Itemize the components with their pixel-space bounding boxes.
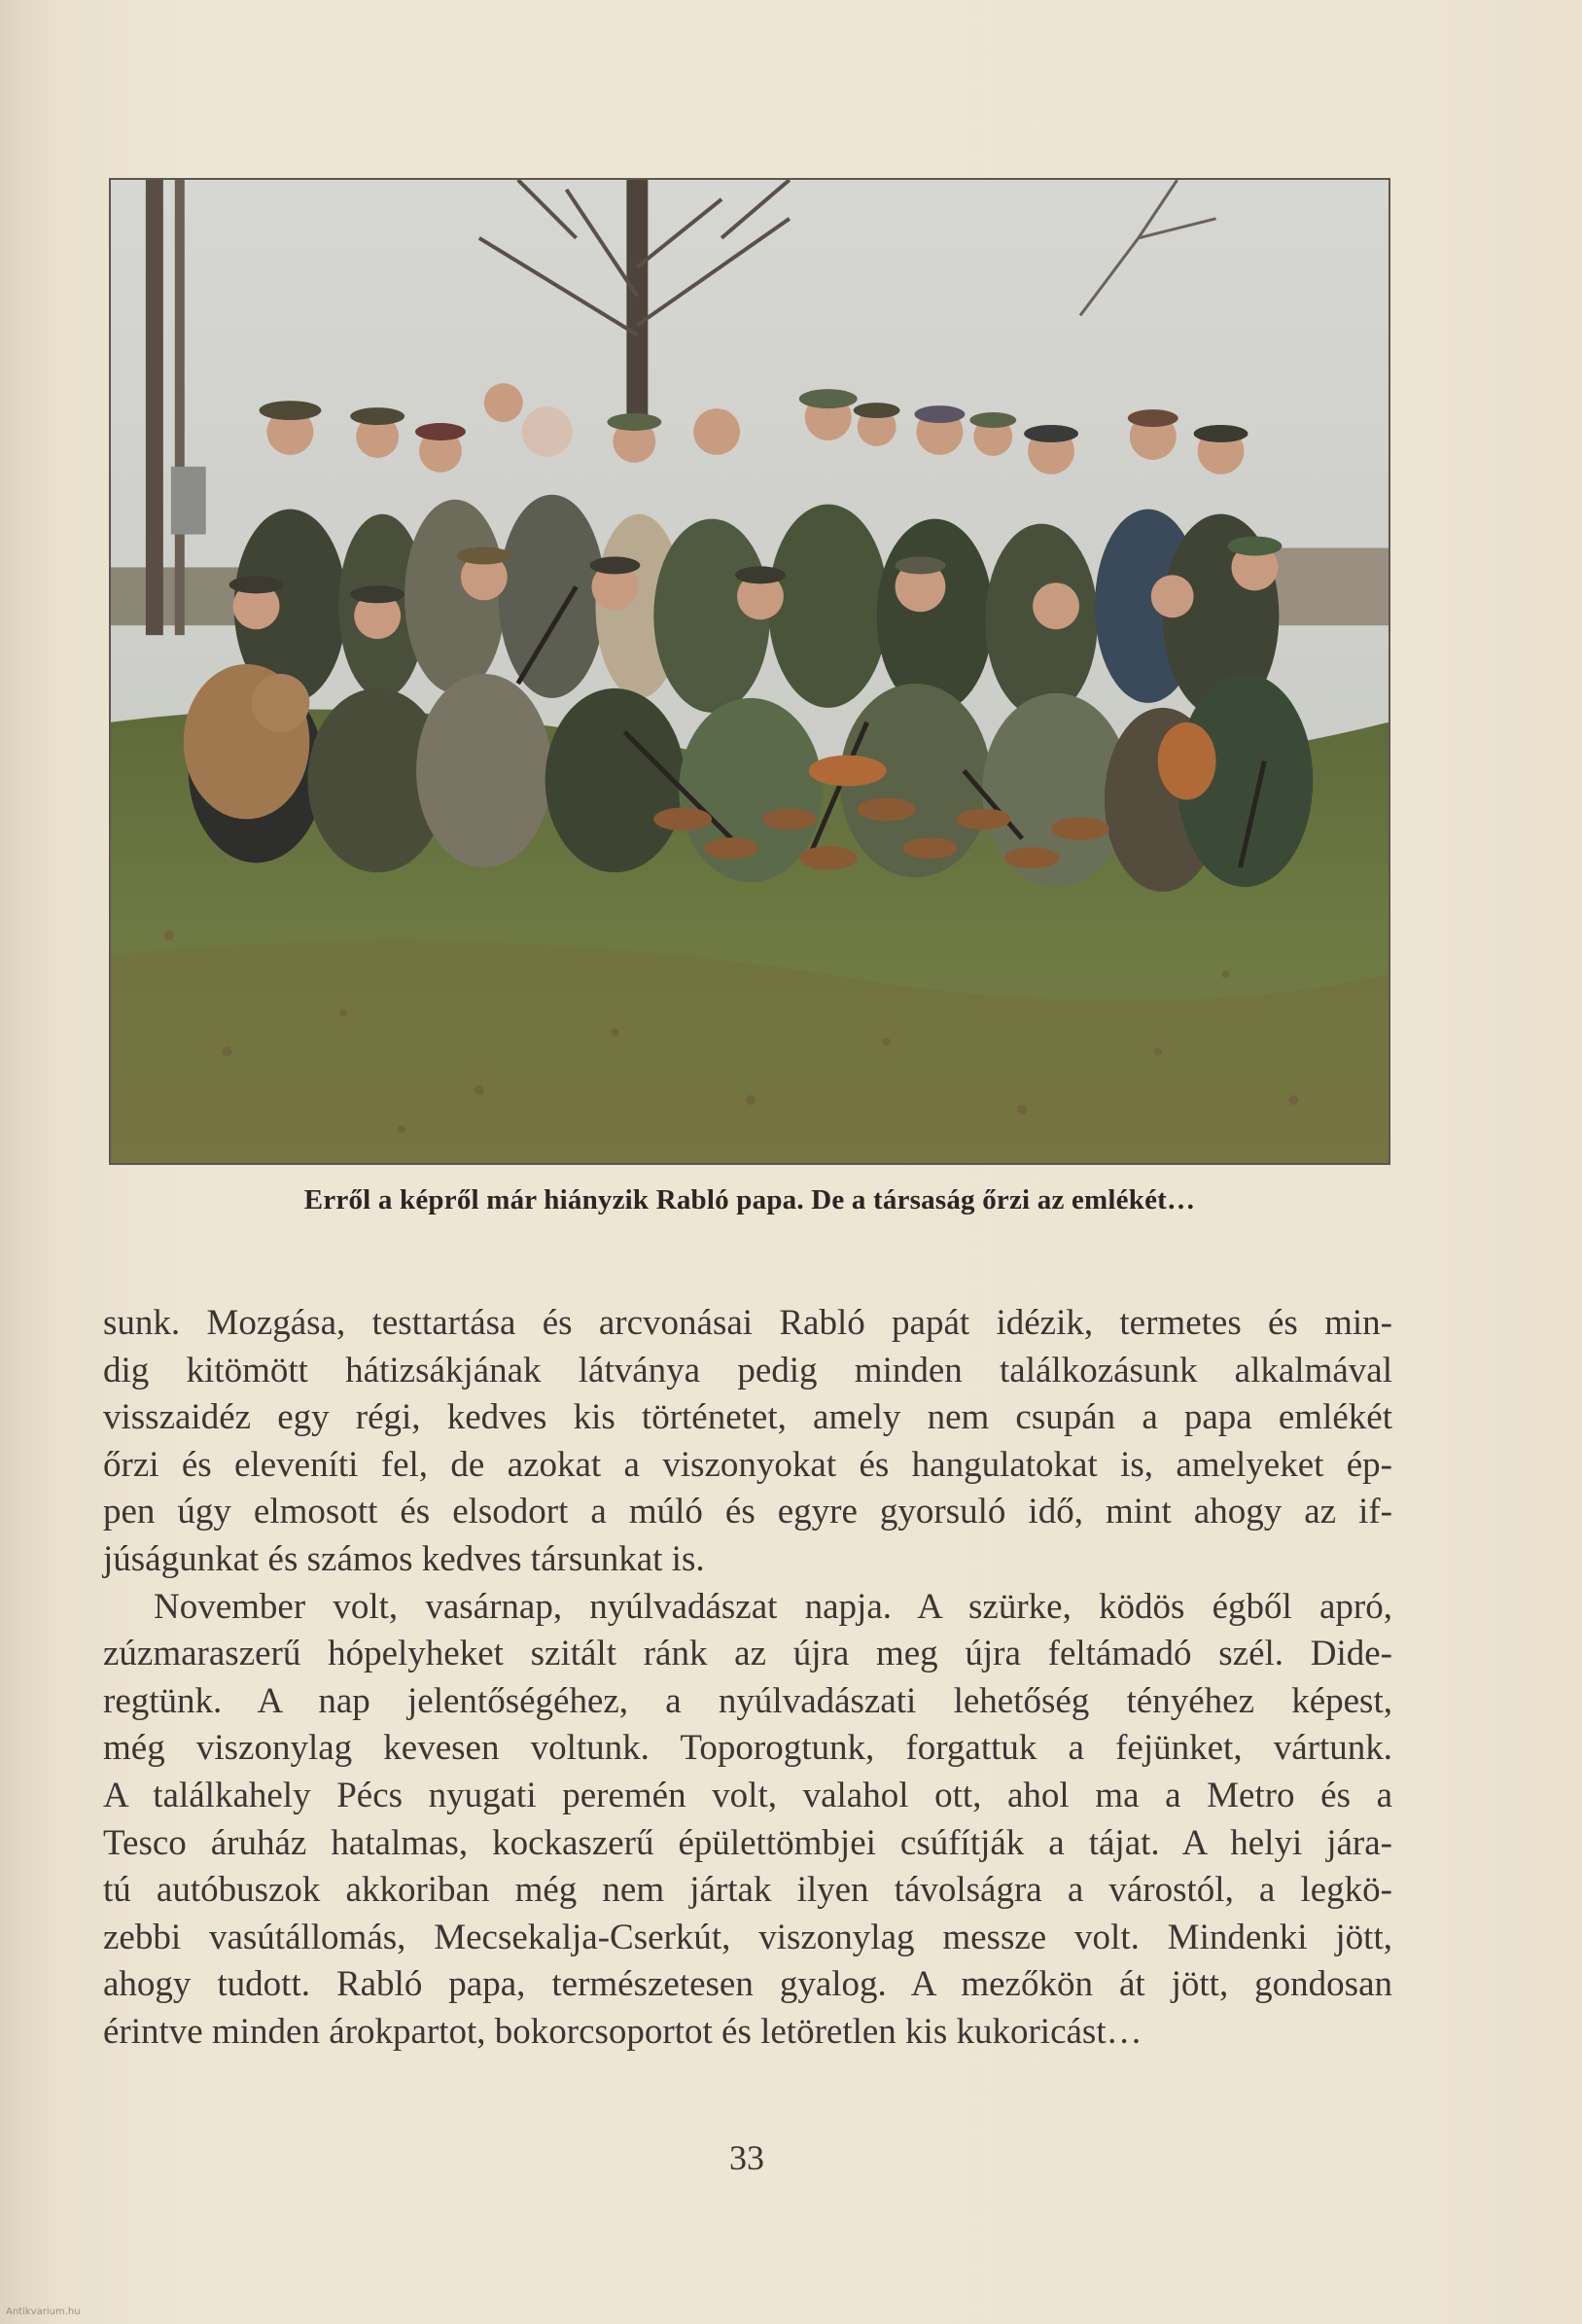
body-line: dig kitömött hátizsákjának látványa pedig minden találkozásunk alkalmával xyxy=(103,1350,1392,1391)
body-line: regtünk. A nap jelentőségéhez, a nyúlvadászati lehetőség tényéhez képest, xyxy=(103,1680,1392,1721)
page-number: 33 xyxy=(729,2138,764,2177)
body-line: júságunkat és számos kedves társunkat is. xyxy=(103,1538,705,1579)
photo-illustration xyxy=(111,180,1389,1163)
body-line: zebbi vasútállomás, Mecsekalja-Cserkút, viszonylag messze volt. Mindenki jött, xyxy=(103,1917,1392,1957)
body-line: sunk. Mozgása, testtartása és arcvonásai Rabló papát idézik, termetes és min- xyxy=(103,1303,1392,1343)
body-line: még viszonylag kevesen voltunk. Toporogtunk, forgattuk a fejünket, vártunk. xyxy=(103,1728,1392,1769)
body-line: A találkahely Pécs nyugati peremén volt, valahol ott, ahol ma a Metro és a xyxy=(103,1775,1392,1815)
body-line: visszaidéz egy régi, kedves kis történetet, amely nem csupán a papa emlékét xyxy=(103,1397,1392,1438)
body-line: Tesco áruház hatalmas, kockaszerű épülettömbjei csúfítják a tájat. A helyi jára- xyxy=(103,1822,1392,1863)
watermark: Antikvarium.hu xyxy=(6,2306,81,2317)
body-line: zúzmaraszerű hópelyheket szitált ránk az újra meg újra feltámadó szél. Dide- xyxy=(103,1634,1392,1674)
body-line: November volt, vasárnap, nyúlvadászat napja. A szürke, ködös égből apró, xyxy=(154,1586,1392,1627)
body-line: őrzi és eleveníti fel, de azokat a viszonyokat és hangulatokat is, amelyeket ép- xyxy=(103,1444,1392,1485)
body-line: tú autóbuszok akkoriban még nem jártak ilyen távolságra a várostól, a legkö- xyxy=(103,1870,1392,1911)
body-text xyxy=(103,1300,1392,2057)
photo-caption: Erről a képről már hiányzik Rabló papa. De a társaság őrzi az emlékét… xyxy=(303,1184,1196,1215)
body-line: ahogy tudott. Rabló papa, természetesen gyalog. A mezőkön át jött, gondosan xyxy=(103,1964,1392,2005)
body-line: pen úgy elmosott és elsodort a múló és egyre gyorsuló idő, mint ahogy az if- xyxy=(103,1492,1392,1532)
body-line: érintve minden árokpartot, bokorcsoportot és letöretlen kis kukoricást… xyxy=(103,2011,1143,2052)
hunting-group-photo xyxy=(109,178,1390,1165)
